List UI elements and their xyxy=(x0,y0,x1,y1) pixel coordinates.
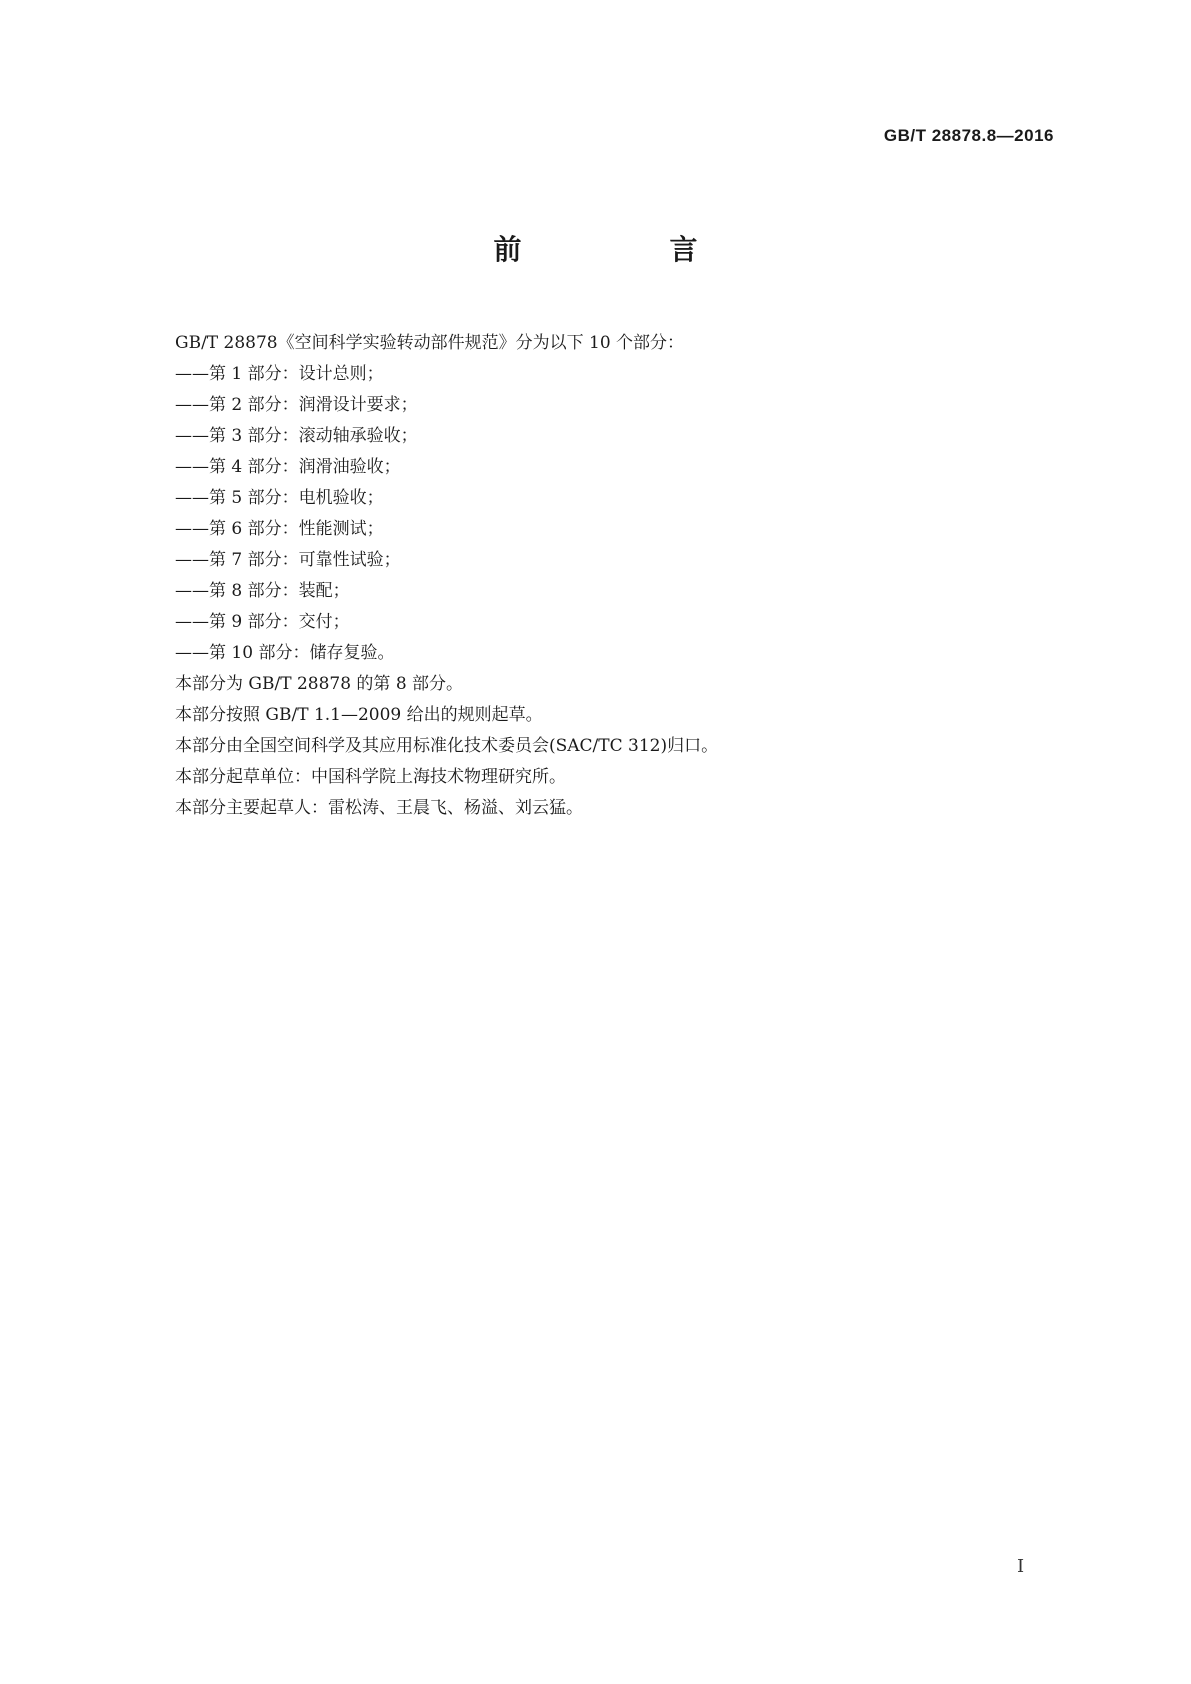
list-item: ——第 2 部分：润滑设计要求； xyxy=(175,395,418,415)
statement-paragraph: 本部分由全国空间科学及其应用标准化技术委员会(SAC/TC 312)归口。 xyxy=(175,736,719,756)
standard-number: GB/T 28878.8—2016 xyxy=(883,126,1054,145)
page-number: I xyxy=(1017,1556,1025,1577)
foreword-body xyxy=(175,328,1055,824)
list-item: ——第 1 部分：设计总则； xyxy=(175,364,384,384)
intro-paragraph: GB/T 28878《空间科学实验转动部件规范》分为以下 10 个部分： xyxy=(175,333,685,353)
list-item: ——第 10 部分：储存复验。 xyxy=(175,643,395,663)
statement-paragraph: 本部分起草单位：中国科学院上海技术物理研究所。 xyxy=(175,767,566,787)
list-item: ——第 6 部分：性能测试； xyxy=(175,519,384,539)
statement-paragraph: 本部分为 GB/T 28878 的第 8 部分。 xyxy=(175,674,464,694)
page-title: 前 言 xyxy=(493,233,758,266)
statement-paragraph: 本部分按照 GB/T 1.1—2009 给出的规则起草。 xyxy=(175,705,543,725)
list-item: ——第 3 部分：滚动轴承验收； xyxy=(175,426,418,446)
list-item: ——第 9 部分：交付； xyxy=(175,612,350,632)
list-item: ——第 7 部分：可靠性试验； xyxy=(175,550,401,570)
list-item: ——第 5 部分：电机验收； xyxy=(175,488,384,508)
list-item: ——第 4 部分：润滑油验收； xyxy=(175,457,401,477)
statement-paragraph: 本部分主要起草人：雷松涛、王晨飞、杨溢、刘云猛。 xyxy=(175,798,583,818)
list-item: ——第 8 部分：装配； xyxy=(175,581,350,601)
